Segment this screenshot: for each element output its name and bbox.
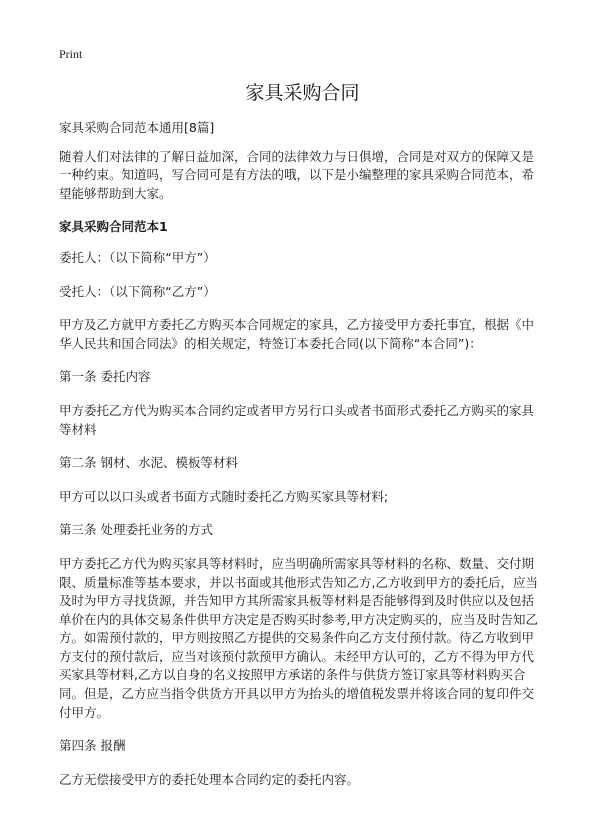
document-body	[59, 119, 546, 801]
clause-2-body: 甲方可以以口头或者书面方式随时委托乙方购买家具等材料;	[59, 488, 389, 504]
agent-line: 受托人：（以下简称“乙方”）	[59, 283, 216, 299]
principal-line: 委托人：（以下简称“甲方”）	[59, 249, 216, 265]
preamble-paragraph: 甲方及乙方就甲方委托乙方购买本合同规定的家具，乙方接受甲方委托事宜，根据《中华人民共和国合同法》的相关规定，特签订本委托合同(以下简称“本合同”)：	[59, 317, 535, 351]
clause-4-heading: 第四条 报酬	[59, 738, 126, 754]
intro-paragraph: 随着人们对法律的了解日益加深，合同的法律效力与日俱增，合同是对双方的保障又是一种约束。知道吗，写合同可是有方法的哦，以下是小编整理的家具采购合同范本，希望能够帮助到大家。	[59, 148, 535, 201]
clause-4-body: 乙方无偿接受甲方的委托处理本合同约定的委托内容。	[59, 771, 360, 787]
clause-1-body: 甲方委托乙方代为购买本合同约定或者甲方另行口头或者书面形式委托乙方购买的家具等材料	[59, 402, 535, 437]
clause-1-heading: 第一条 委托内容	[59, 369, 151, 385]
clause-2-heading: 第二条 钢材、水泥、模板等材料	[59, 455, 238, 471]
section-heading: 家具采购合同范本1	[59, 219, 168, 235]
clause-3-body: 甲方委托乙方代为购买家具等材料时，应当明确所需家具等材料的名称、数量、交付期限、质量标准等基本要求，并以书面或其他形式告知乙方,乙方收到甲方的委托后，应当及时为甲方寻找货源，并告知甲方其所需家具板等材料是否能够得到及时供应以及包括单价在内的具体交易条件供甲方决定是否购买时参考,甲方决定购买的，应当及时告知乙方。如需预付款的，甲方则按照乙方提供的交易条件向乙方支付预付款。待乙方收到甲方支付的预付款后，应当对该预付款预甲方确认。未经甲方认可的，乙方不得为甲方代买家具等材料,乙方以自身的名义按照甲方承诺的条件与供货方签订家具等材料购买合同。但是，乙方应当指令供货方开具以甲方为抬头的增值税发票并将该合同的复印件交付甲方。	[59, 555, 538, 720]
document-subtitle: 家具采购合同范本通用[8篇]	[59, 120, 215, 135]
document-title: 家具采购合同	[245, 82, 360, 104]
print-link[interactable]: Print	[59, 47, 83, 61]
clause-3-heading: 第三条 处理委托业务的方式	[59, 522, 213, 538]
